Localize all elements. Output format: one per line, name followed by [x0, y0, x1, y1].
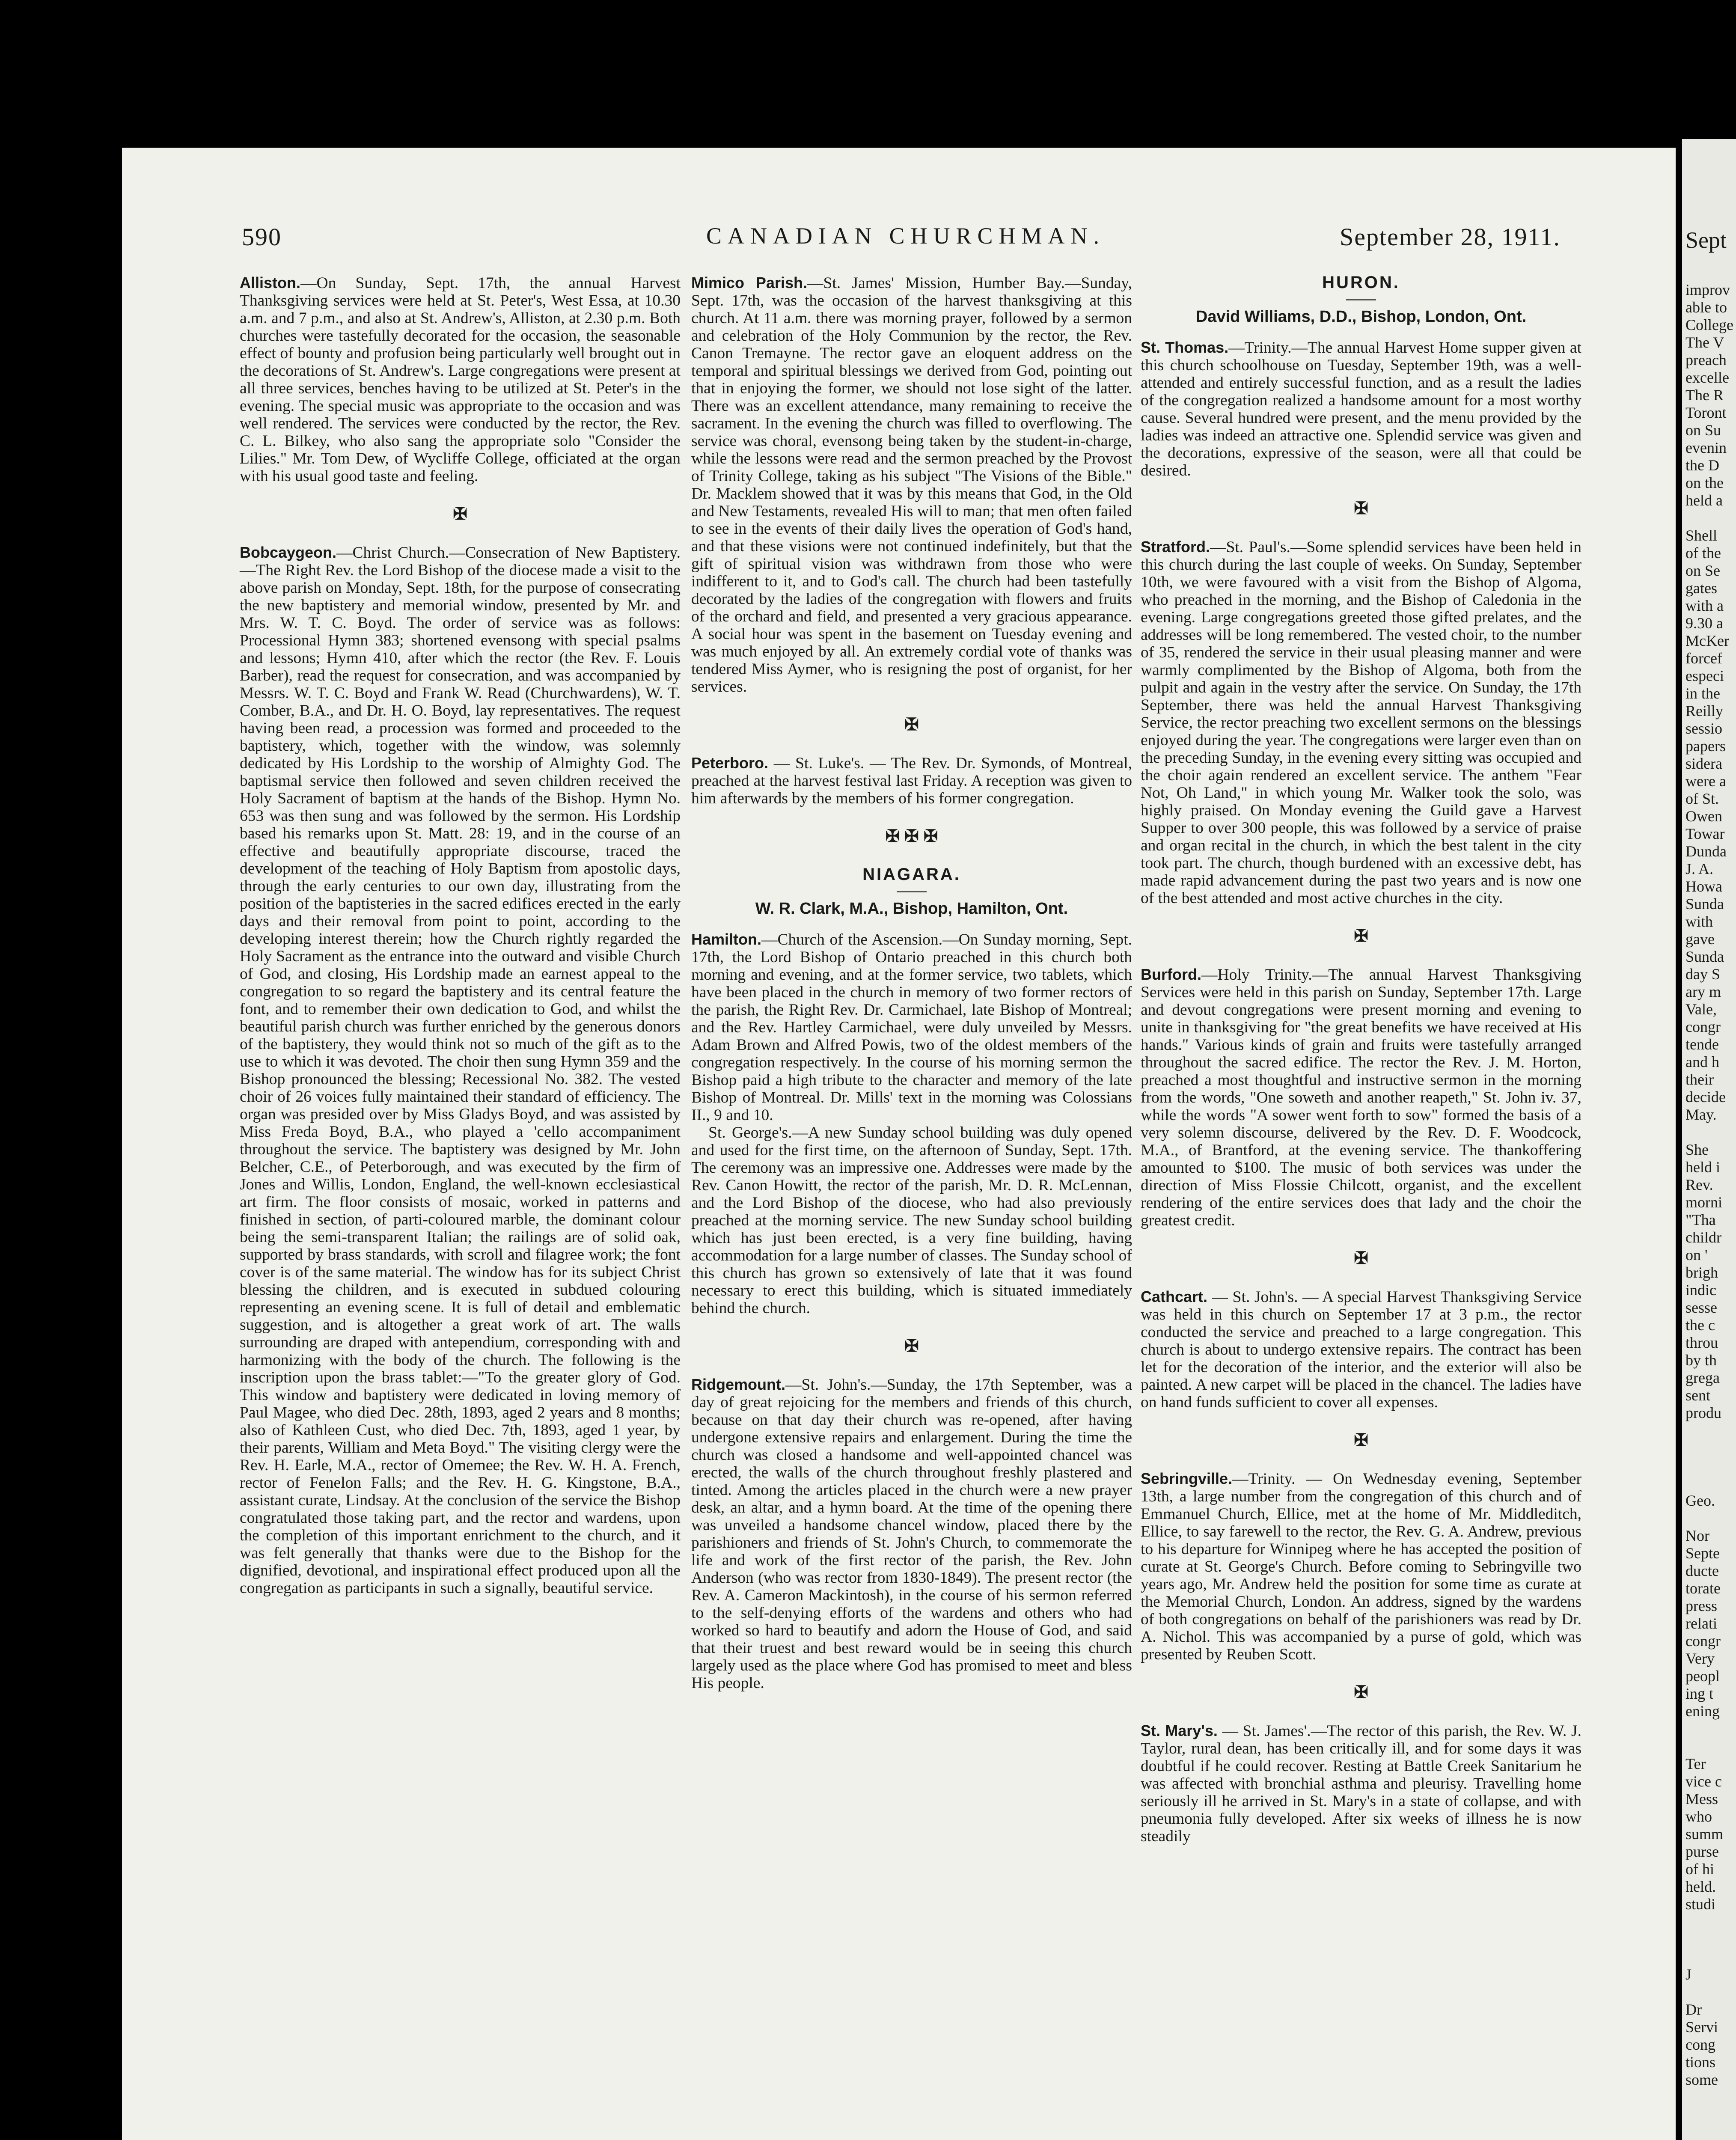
adjacent-page-fragment: Rev. — [1685, 1176, 1713, 1193]
page-number: 590 — [242, 223, 282, 251]
divider — [897, 891, 927, 892]
separator-ornament: ✠ — [1354, 1431, 1368, 1450]
adjacent-page-fragment: sidera — [1685, 755, 1722, 772]
adjacent-page-fragment: gave — [1685, 930, 1715, 948]
adjacent-page-fragment: sesse — [1685, 1299, 1717, 1316]
adjacent-page-fragment: She — [1685, 1141, 1709, 1158]
adjacent-page-fragment: J — [1685, 1966, 1692, 1983]
adjacent-page-fragment: tions — [1685, 2054, 1716, 2071]
adjacent-page-fragment: the c — [1685, 1317, 1715, 1334]
bishop-line-niagara: W. R. Clark, M.A., Bishop, Hamilton, Ont. — [755, 900, 1068, 918]
adjacent-page-fragment: 9.30 a — [1685, 615, 1723, 632]
adjacent-page-fragment: ary m — [1685, 983, 1721, 1000]
issue-date: September 28, 1911. — [1340, 223, 1561, 251]
adjacent-page-fragment: who — [1685, 1808, 1712, 1825]
adjacent-page-fragment: and h — [1685, 1053, 1719, 1070]
column-1 — [240, 274, 681, 1597]
adjacent-page-fragment: able to — [1685, 299, 1727, 316]
bishop-line-huron: David Williams, D.D., Bishop, London, Ont. — [1195, 308, 1527, 326]
running-head: CANADIAN CHURCHMAN. — [706, 223, 1106, 249]
adjacent-page-fragment: in the — [1685, 685, 1720, 702]
adjacent-page-fragment: day S — [1685, 966, 1720, 983]
divider — [1346, 299, 1376, 300]
adjacent-page-fragment: The R — [1685, 386, 1724, 404]
adjacent-page-fragment: of the — [1685, 544, 1721, 562]
article-stratford: Stratford.—St. Paul's.—Some splendid services have been held in this church during the last couple of weeks. On Sunday, September 10th, we were favoured with a visit from the Bishop of Algoma, who preached in the morning, and the Bishop of Caledonia in the evening. Large congregations greeted those gifted prelates, and the addresses will be long remembered. The vested choir, to the number of 35, rendered the service in their usual pleasing manner and were warmly complimented by the Bishop of Algoma, both from the pulpit and again in the vestry after the service. On Sunday, the 17th September, there was held the annual Harvest Thanksgiving Service, the rector preaching two excellent sermons on the blessings enjoyed during the year. The congregations were larger even than on the preceding Sunday, in the evening every sitting was occupied and the choir again rendered an excellent service. The anthem "Fear Not, Oh Land," in which young Mr. Walker took the solo, was highly praised. On Monday evening the Guild gave a Harvest Supper to over 300 people, this was followed by a service of praise and organ recital in the church, in which the best talent in the city took part. The church, though burdened with an excessive debt, has made rapid advancement during the past two years and is now one of the best attended and most active churches in the city. — [1141, 538, 1581, 907]
adjacent-page-fragment: on the — [1685, 474, 1724, 491]
adjacent-page-fragment: of St. — [1685, 790, 1719, 807]
adjacent-page-fragment: Owen — [1685, 808, 1722, 825]
adjacent-page-fragment: evenin — [1685, 439, 1727, 456]
article-peterboro: Peterboro. — St. Luke's. — The Rev. Dr. Symonds, of Montreal, preached at the harvest festival last Friday. A reception was given to him afterwards by the members of his former congregation. — [691, 754, 1132, 807]
adjacent-page-fragment: vice c — [1685, 1773, 1722, 1790]
adjacent-page-fragment: May. — [1685, 1106, 1717, 1123]
adjacent-page-fragment: decide — [1685, 1088, 1726, 1106]
adjacent-page-fragment: ing t — [1685, 1685, 1714, 1702]
adjacent-page-fragment: forcef — [1685, 650, 1722, 667]
adjacent-page-fragment: held a — [1685, 492, 1723, 509]
adjacent-page-fragment: College — [1685, 316, 1733, 333]
adjacent-page-fragment: congr — [1685, 1018, 1721, 1035]
adjacent-page-fragment: torate — [1685, 1580, 1721, 1597]
adjacent-page-fragment: Sept — [1685, 227, 1727, 253]
adjacent-page-fragment: improv — [1685, 281, 1730, 298]
adjacent-page-fragment: summ — [1685, 1825, 1724, 1843]
adjacent-page-fragment: excelle — [1685, 369, 1729, 386]
adjacent-page-fragment: Geo. — [1685, 1492, 1715, 1509]
article-sebringville: Sebringville.—Trinity. — On Wednesday evening, September 13th, a large number from the congregation of this church and of Emmanuel Church, Ellice, met at the home of Mr. Middleditch, Ellice, to say farewell to the rector, the Rev. G. A. Andrew, previous to his departure for Winnipeg where he has accepted the position of curate at St. George's Church. Before coming to Sebringville two years ago, Mr. Andrew held the position for some time as curate at the Memorial Church, London. An address, signed by the wardens of both congregations on behalf of the parishioners was read by Dr. A. Nichol. This was accompanied by a purse of gold, which was presented by Reuben Scott. — [1141, 1470, 1581, 1663]
adjacent-page-fragment: Servi — [1685, 2018, 1718, 2036]
article-burford: Burford.—Holy Trinity.—The annual Harvest Thanksgiving Services were held in this parish on Sunday, September 17th. Large and devout congregations were present morning and evening to unite in thanksgiving for "the great benefits we have received at His hands." Various kinds of grain and fruits were tastefully arranged throughout the sacred edifice. The rector the Rev. J. M. Horton, preached a most thoughtful and instructive sermon in the morning from the words, "One soweth and another reapeth," St. John iv. 37, while the words "A sower went forth to sow" formed the basis of a very solemn discourse, delivered by the Rev. D. F. Woodcock, M.A., of Brantford, at the evening service. The thankoffering amounted to $100. The music of both services was under the direction of Miss Flossie Chilcott, organist, and the excellent rendering of the entire services does that lady and the choir the greatest credit. — [1141, 966, 1581, 1229]
adjacent-page-fragment: with a — [1685, 597, 1724, 614]
adjacent-page-fragment: press — [1685, 1597, 1717, 1614]
adjacent-page-fragment: The V — [1685, 334, 1724, 351]
adjacent-page-fragment: were a — [1685, 773, 1726, 790]
adjacent-page-fragment: brigh — [1685, 1264, 1718, 1281]
adjacent-page-fragment: ducte — [1685, 1562, 1719, 1579]
column-2 — [691, 274, 1132, 1692]
adjacent-page-fragment: Septe — [1685, 1545, 1720, 1562]
article-st-georges: St. George's.—A new Sunday school building was duly opened and used for the first time, on the afternoon of Sunday, Sept. 17th. The ceremony was an impressive one. Addresses were made by the Rev. Canon Howitt, the rector of the parish, Mr. D. R. McLennan, and the Lord Bishop of the diocese, who had also previously preached at the morning service. The new Sunday school building which has just been erected, is a very fine building, having accommodation for a large number of classes. The Sunday school of this church has grown so extensively of late that it was found necessary to erect this building, which is situated immediately behind the church. — [691, 1124, 1132, 1317]
adjacent-page-fragment: childr — [1685, 1229, 1721, 1246]
adjacent-page-edge — [1682, 139, 1736, 2140]
adjacent-page-fragment: Shell — [1685, 527, 1718, 544]
adjacent-page-fragment: Sunda — [1685, 895, 1724, 912]
article-st-marys: St. Mary's. — St. James'.—The rector of this parish, the Rev. W. J. Taylor, rural dean, has been critically ill, and for some days it was doubtful if he could recover. Resting at Battle Creek Sanitarium he was affected with bronchial asthma and pleurisy. Travelling home seriously ill he arrived in St. Mary's in a state of collapse, and with pneumonia fully developed. After six weeks of illness he is now steadily — [1141, 1722, 1581, 1845]
adjacent-page-fragment: McKer — [1685, 632, 1729, 649]
separator-ornament: ✠ — [1354, 1249, 1368, 1268]
adjacent-page-fragment: indic — [1685, 1281, 1716, 1299]
adjacent-page-fragment: of hi — [1685, 1861, 1714, 1878]
article-ridgemount: Ridgemount.—St. John's.—Sunday, the 17th September, was a day of great rejoicing for the members and friends of this church, because on that day their church was re-opened, after having undergone extensive repairs and enlargement. During the time the church was closed a handsome and well-appointed chancel was erected, the walls of the church throughout freshly plastered and tinted. Among the articles placed in the church were a new prayer desk, an altar, and a hymn board. At the time of the opening there was unveiled a handsome chancel window, placed there by the parishioners and friends of St. John's Church, to commemorate the life and work of the first rector of the parish, the Rev. John Anderson (who was rector from 1830-1849). The present rector (the Rev. A. Cameron Mackintosh), in the course of his sermon referred to the self-denying efforts of the wardens and others who had worked so hard to beautify and adorn the House of God, and said that their truest and best reward would be in seeing this church largely used as the place where God has promised to meet and bless His people. — [691, 1376, 1132, 1692]
adjacent-page-fragment: Howa — [1685, 878, 1722, 895]
adjacent-page-fragment: morni — [1685, 1194, 1722, 1211]
article-cathcart: Cathcart. — St. John's. — A special Harvest Thanksgiving Service was held in this church on September 17 at 3 p.m., the rector conducted the service and preached to a large congregation. This church is about to undergo extensive repairs. The contract has been let for the decoration of the interior, and the exterior will also be painted. A new carpet will be placed in the chancel. The ladies have on hand funds sufficient to cover all expenses. — [1141, 1288, 1581, 1411]
adjacent-page-fragment: on ' — [1685, 1246, 1708, 1263]
adjacent-page-fragment: Ter — [1685, 1755, 1706, 1772]
adjacent-page-fragment: grega — [1685, 1369, 1720, 1386]
adjacent-page-fragment: Nor — [1685, 1527, 1709, 1544]
adjacent-page-fragment: the D — [1685, 457, 1719, 474]
article-st-thomas: St. Thomas.—Trinity.—The annual Harvest Home supper given at this church schoolhouse on Tuesday, September 19th, was a well-attended and entirely successful function, and as a result the ladies of the congregation realized a handsome amount for a most worthy cause. Several hundred were present, and the menu provided by the ladies was indeed an attractive one. Splendid service was given and the decorations, expressive of the season, were all that could be desired. — [1141, 339, 1581, 479]
adjacent-page-fragment: peopl — [1685, 1667, 1720, 1685]
adjacent-page-fragment: Toront — [1685, 404, 1727, 421]
adjacent-page-fragment: tende — [1685, 1036, 1719, 1053]
adjacent-page-fragment: Reilly — [1685, 702, 1723, 719]
adjacent-page-fragment: on Su — [1685, 422, 1721, 439]
column-3 — [1141, 274, 1581, 1845]
adjacent-page-fragment: Sunda — [1685, 948, 1724, 965]
adjacent-page-fragment: Dunda — [1685, 843, 1727, 860]
adjacent-page-fragment: produ — [1685, 1404, 1721, 1421]
adjacent-page-fragment: congr — [1685, 1632, 1721, 1650]
adjacent-page-fragment: Vale, — [1685, 1001, 1717, 1018]
article-mimico: Mimico Parish.—St. James' Mission, Humber Bay.—Sunday, Sept. 17th, was the occasion of the harvest thanksgiving at this church. At 11 a.m. there was morning prayer, followed by a sermon and celebration of the Holy Communion by the rector, the Rev. Canon Tremayne. The rector gave an eloquent address on the temporal and spiritual blessings we derived from God, pointing out that in enjoying the former, we should not lose sight of the latter. There was an excellent attendance, many remaining to receive the sacrament. In the evening the church was filled to overflowing. The service was choral, evensong being taken by the student-in-charge, while the lessons were read and the sermon preached by the Provost of Trinity College, taking as his subject "The Visions of the Bible." Dr. Macklem showed that it was by this means that God, in the Old and New Testaments, revealed His will to man; that men often failed to see in the events of their daily lives the operation of God's hand, and that these visions were not continued indefinitely, but that the gift of spiritual vision was withdrawn from those who were indifferent to it, and to God's call. The church had been tastefully decorated by the ladies of the congregation with flowers and fruits of the orchard and field, and presented a very gracious appearance. A social hour was spent in the basement on Tuesday evening and was much enjoyed by all. An extremely cordial vote of thanks was tendered Miss Aymer, who is resigning the post of organist, for her services. — [691, 274, 1132, 696]
adjacent-page-fragment: their — [1685, 1071, 1714, 1088]
adjacent-page-fragment: purse — [1685, 1843, 1719, 1860]
triple-separator-ornament: ✠ ✠ ✠ — [885, 827, 938, 846]
adjacent-page-fragment: papers — [1685, 737, 1726, 755]
adjacent-page-fragment: Very — [1685, 1650, 1715, 1667]
adjacent-page-fragment: ening — [1685, 1703, 1720, 1720]
separator-ornament: ✠ — [1354, 927, 1368, 945]
adjacent-page-fragment: throu — [1685, 1334, 1718, 1351]
adjacent-page-fragment: J. A. — [1685, 860, 1714, 877]
adjacent-page-fragment: held. — [1685, 1878, 1716, 1895]
article-hamilton: Hamilton.—Church of the Ascension.—On Sunday morning, Sept. 17th, the Lord Bishop of Ontario preached in this church both morning and evening, and at the former service, two tablets, which have been placed in the church in memory of two former rectors of the parish, the Right Rev. Dr. Carmichael, late Bishop of Montreal; and the Rev. Hartley Carmichael, were duly unveiled by Messrs. Adam Brown and Alfred Powis, two of the oldest members of the congregation respectively. In the course of his morning sermon the Bishop paid a high tribute to the character and memory of the late Bishop of Montreal. Dr. Mills' text in the morning was Colossians II., 9 and 10. — [691, 930, 1132, 1124]
adjacent-page-fragment: preach — [1685, 351, 1727, 369]
adjacent-page-fragment: with — [1685, 913, 1713, 930]
adjacent-page-fragment: gates — [1685, 580, 1717, 597]
adjacent-page-fragment: Dr — [1685, 2001, 1702, 2018]
diocese-heading-niagara: NIAGARA. — [862, 865, 961, 884]
separator-ornament: ✠ — [904, 1337, 919, 1355]
article-alliston: Alliston.—On Sunday, Sept. 17th, the annual Harvest Thanksgiving services were held at St. Peter's, West Essa, at 10.30 a.m. and 7 p.m., and also at St. Andrew's, Alliston, at 2.30 p.m. Both churches were tastefully decorated for the occasion, the seasonable effect of bounty and profusion being particularly well brought out in the decorations of St. Andrew's. Large congregations were present at all three services, benches having to be utilized at St. Peter's in the evening. The special music was appropriate to the occasion and was well rendered. The services were conducted by the rector, the Rev. C. L. Bilkey, who also sang the appropriate solo "Consider the Lilies." Mr. Tom Dew, of Wycliffe College, officiated at the organ with his usual good taste and feeling. — [240, 274, 681, 485]
separator-ornament: ✠ — [1354, 1683, 1368, 1702]
separator-ornament: ✠ — [453, 505, 467, 523]
adjacent-page-fragment: relati — [1685, 1615, 1717, 1632]
adjacent-page-fragment: "Tha — [1685, 1211, 1716, 1228]
adjacent-page-fragment: sessio — [1685, 720, 1723, 737]
separator-ornament: ✠ — [1354, 499, 1368, 518]
separator-ornament: ✠ — [904, 715, 919, 734]
adjacent-page-fragment: Mess — [1685, 1790, 1718, 1807]
diocese-heading-huron: HURON. — [1322, 273, 1400, 292]
adjacent-page-fragment: sent — [1685, 1387, 1710, 1404]
adjacent-page-fragment: some — [1685, 2071, 1718, 2088]
adjacent-page-fragment: held i — [1685, 1159, 1720, 1176]
adjacent-page-fragment: studi — [1685, 1896, 1716, 1913]
adjacent-page-fragment: especi — [1685, 667, 1724, 684]
adjacent-page-fragment: on Se — [1685, 562, 1720, 579]
adjacent-page-fragment: Towar — [1685, 825, 1725, 842]
article-bobcaygeon: Bobcaygeon.—Christ Church.—Consecration of New Baptistery.—The Right Rev. the Lord Bishop of the diocese made a visit to the above parish on Monday, Sept. 18th, for the purpose of consecrating the new baptistery and memorial window, presented by Mr. and Mrs. W. T. C. Boyd. The order of service was as follows: Processional Hymn 383; shortened evensong with special psalms and lessons; Hymn 410, after which the rector (the Rev. F. Louis Barber), read the request for consecration, and was accompanied by Messrs. W. T. C. Boyd and Frank W. Read (Churchwardens), W. T. Comber, B.A., and Dr. H. O. Boyd, lay representatives. The request having been read, a procession was formed and proceeded to the baptistery, which, together with the window, was solemnly dedicated by His Lordship to the worship of Almighty God. The baptismal service then followed and seven children received the Holy Sacrament of baptism at the hands of the Bishop. Hymn No. 653 was then sung and was followed by the sermon. His Lordship based his remarks upon St. Matt. 28: 19, and in the course of an effective and beautifully appropriate discourse, traced the development of the teaching of Holy Baptism from apostolic days, through the early centuries to our own day, illustrating from the position of the baptisteries in the sacred edifices erected in the early days and their removal from point to point, according to the developing interest therein; how the Church rightly regarded the Holy Sacrament as the entrance into the outward and visible Church of God, and closing, His Lordship made an earnest appeal to the congregation to so regard the baptistery and its central feature the font, and to remember their own dedication to God, and whilst the beautiful parish church was further enriched by the generous donors of the baptistery, they would think not so much of the gift as to the use to which it was devoted. The choir then sung Hymn 359 and the Bishop pronounced the blessing; Recessional No. 382. The vested choir of 26 voices fully maintained their standard of efficiency. The organ was presided over by Miss Gladys Boyd, and was assisted by Miss Freda Boyd, B.A., who played a 'cello accompaniment throughout the service. The baptistery was designed by Mr. John Belcher, C.E., of Peterborough, and was executed by the firm of Jones and Willis, London, England, the well-known ecclesiastical art firm. The floor consists of mosaic, worked in patterns and finished in section, of parti-coloured marble, the dominant colour being the semi-transparent Italian; the railings are of solid oak, supported by brass standards, with scroll and filagree work; the font cover is of the same material. The window has for its subject Christ blessing the children, and is executed in subdued colouring representing an evening scene. It is full of detail and emblematic suggestion, and is altogether a great work of art. The walls surrounding are draped with antependium, corresponding with and harmonizing with the body of the church. The following is the inscription upon the brass tablet:—"To the greater glory of God. This window and baptistery were dedicated in loving memory of Paul Magee, who died Dec. 28th, 1893, aged 2 years and 8 months; also of Kathleen Cust, who died Dec. 7th, 1893, aged 1 year, by their parents, William and Meta Boyd." The visiting clergy were the Rev. H. Earle, M.A., rector of Omemee; the Rev. W. H. A. French, rector of Fenelon Falls; and the Rev. H. G. Kingstone, B.A., assistant curate, Lindsay. At the conclusion of the service the Bishop congratulated those taking part, and the rector and wardens, upon the completion of this important enrichment to the church, and it was felt generally that thanks were due to the Bishop for the dignified, devotional, and inspirational effect produced upon all the congregation as participants in such a signally, beautiful service. — [240, 544, 681, 1597]
adjacent-page-fragment: cong — [1685, 2036, 1715, 2053]
adjacent-page-fragment: by th — [1685, 1352, 1717, 1369]
